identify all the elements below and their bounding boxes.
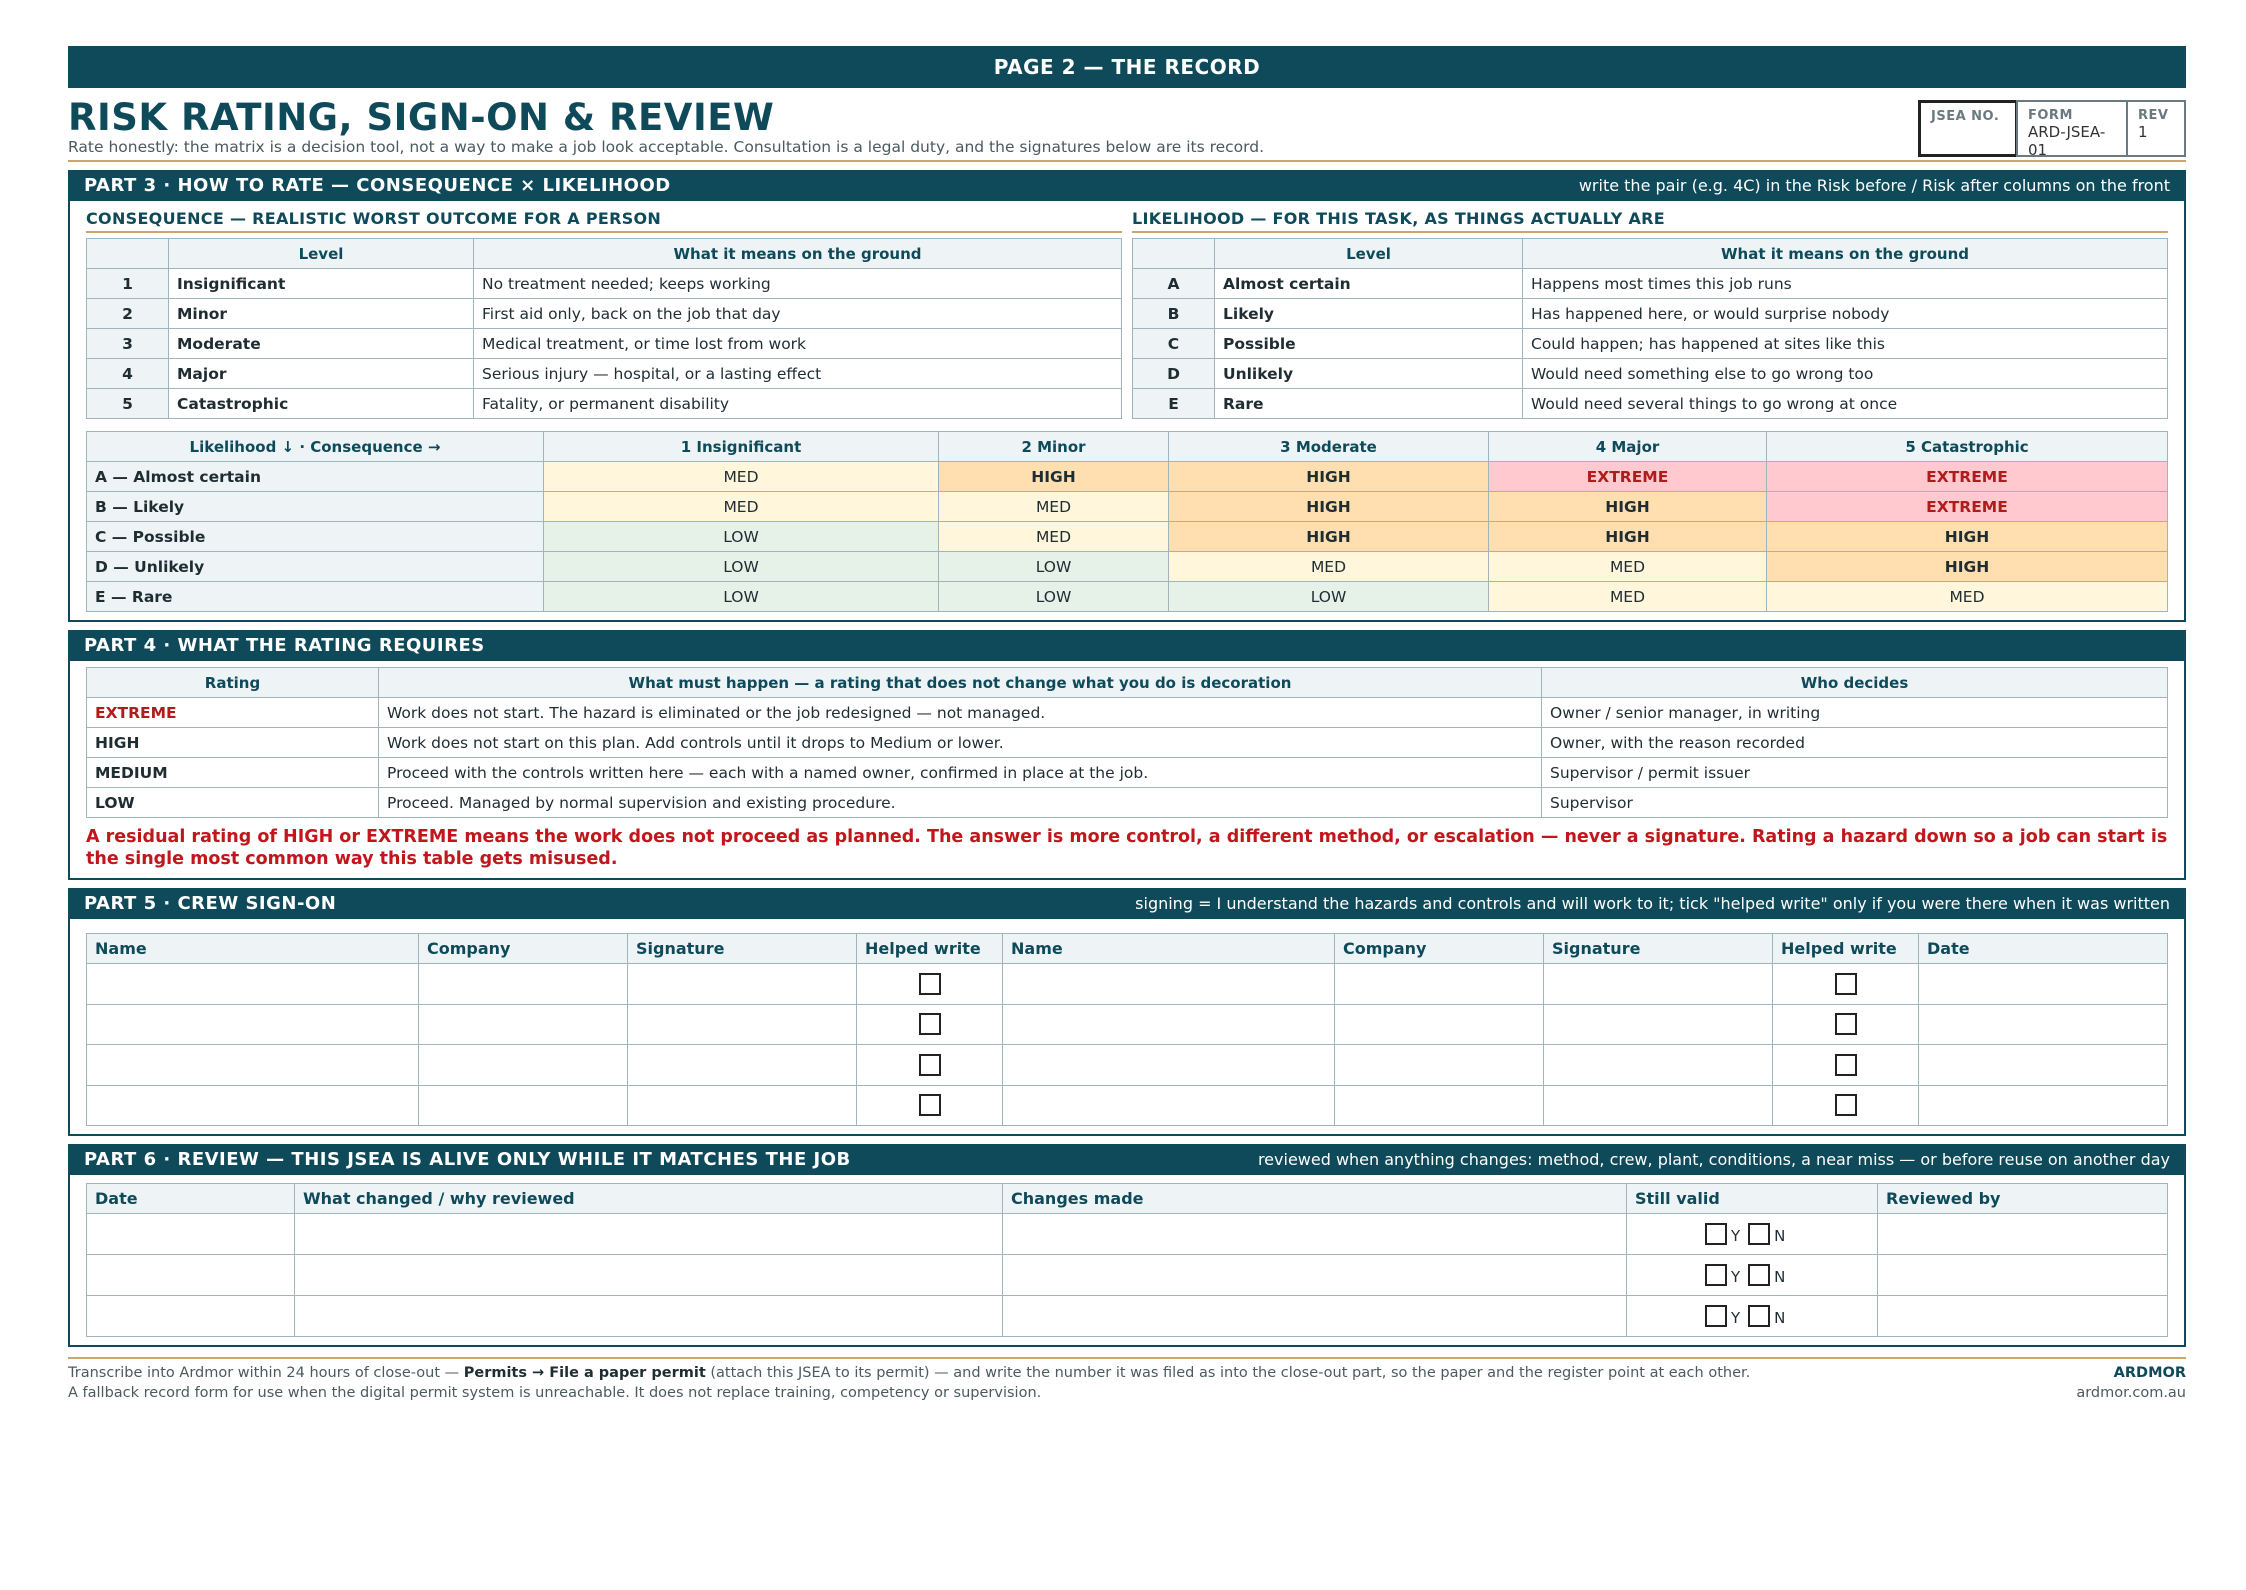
matrix-row [87,492,2168,522]
no-label: N [1774,1227,1786,1245]
matrix-cell: LOW [1169,582,1489,612]
signon-signature-field[interactable] [628,1004,857,1045]
review-date-field[interactable] [87,1296,295,1337]
likelihood-row [1133,359,2168,389]
yes-label: Y [1731,1268,1741,1286]
matrix-row [87,462,2168,492]
col-rating: Rating [87,668,379,698]
helped-write-cell [1773,964,1919,1005]
matrix-cell: HIGH [1489,492,1767,522]
likelihood-table [1132,238,2168,419]
likelihood-level-name: Unlikely [1215,359,1523,389]
signon-name-field[interactable] [87,1045,419,1086]
signon-row [87,1085,2168,1126]
consequence-col-level: Level [169,239,474,269]
likelihood-description: Has happened here, or would surprise nobody [1523,299,2168,329]
matrix-cell: LOW [544,552,939,582]
signon-col-header: Helped write [857,934,1003,964]
likelihood-col-code [1133,239,1215,269]
rating-action: Proceed with the controls written here — each with a named owner, confirmed in place at the job. [379,758,1542,788]
rating-who-decides: Supervisor [1542,788,2168,818]
still-valid-no-checkbox[interactable] [1748,1305,1770,1327]
rating-level: MEDIUM [87,758,379,788]
signon-signature-field[interactable] [1544,1004,1773,1045]
part6-title: PART 6 · REVIEW — THIS JSEA IS ALIVE ONLY WHILE IT MATCHES THE JOB [84,1149,851,1170]
review-row [87,1214,2168,1255]
footer-line2: A fallback record form for use when the digital permit system is unreachable. It does not replace training, competency or supervision. [68,1385,1042,1401]
likelihood-level-name: Almost certain [1215,269,1523,299]
likelihood-level-name: Rare [1215,389,1523,419]
matrix-col-header: 5 Catastrophic [1767,432,2168,462]
signon-col-header: Helped write [1773,934,1919,964]
signon-company-field[interactable] [419,964,628,1005]
rating-level: HIGH [87,728,379,758]
page [68,46,2186,1403]
matrix-cell: MED [1169,552,1489,582]
consequence-level-name: Major [169,359,474,389]
likelihood-panel [1132,207,2168,419]
likelihood-col-level: Level [1215,239,1523,269]
brand-name: ARDMOR [2113,1365,2186,1381]
no-label: N [1774,1268,1786,1286]
signon-col-header: Name [1003,934,1335,964]
rating-requirements-table [86,667,2168,818]
matrix-row [87,582,2168,612]
page-title: RISK RATING, SIGN-ON & REVIEW [68,96,775,139]
review-changes-made-field[interactable] [1003,1296,1627,1337]
signon-company-field[interactable] [1335,1085,1544,1126]
still-valid-yes-checkbox[interactable] [1705,1223,1727,1245]
likelihood-code: D [1133,359,1215,389]
likelihood-description: Could happen; has happened at sites like this [1523,329,2168,359]
matrix-cell: HIGH [939,462,1169,492]
permits-path: Permits → File a paper permit [463,1365,706,1381]
signon-company-field[interactable] [419,1045,628,1086]
matrix-cell: MED [544,462,939,492]
yes-label: Y [1731,1309,1741,1327]
matrix-cell: EXTREME [1767,462,2168,492]
rating-who-decides: Owner, with the reason recorded [1542,728,2168,758]
matrix-cell: HIGH [1489,522,1767,552]
consequence-code: 1 [87,269,169,299]
rev-value: 1 [2138,123,2148,141]
still-valid-cell [1627,1214,1878,1255]
consequence-description: Medical treatment, or time lost from work [474,329,1122,359]
likelihood-level-name: Possible [1215,329,1523,359]
part5-title: PART 5 · CREW SIGN-ON [84,893,337,914]
matrix-cell: MED [939,492,1169,522]
review-reviewed-by-field[interactable] [1878,1255,2168,1296]
still-valid-yes-checkbox[interactable] [1705,1305,1727,1327]
review-col-header: Changes made [1003,1184,1627,1214]
review-col-header: Still valid [1627,1184,1878,1214]
matrix-corner: Likelihood ↓ · Consequence → [87,432,544,462]
page-subtitle: Rate honestly: the matrix is a decision tool, not a way to make a job look acceptable. Consultation is a legal duty, and the signatures below are its record. [68,138,1265,156]
helped-write-checkbox[interactable] [1835,1054,1857,1076]
consequence-code: 4 [87,359,169,389]
signon-col-header: Date [1919,934,2168,964]
signon-name-field[interactable] [87,964,419,1005]
part6-section [68,1144,2186,1347]
helped-write-checkbox[interactable] [919,1054,941,1076]
form-code-box [2016,100,2128,157]
rating-who-decides: Owner / senior manager, in writing [1542,698,2168,728]
helped-write-checkbox[interactable] [1835,1013,1857,1035]
page-header: PAGE 2 — THE RECORD [993,55,1261,79]
still-valid-cell [1627,1255,1878,1296]
col-who-decides: Who decides [1542,668,2168,698]
matrix-row [87,522,2168,552]
helped-write-checkbox[interactable] [1835,973,1857,995]
part5-section [68,888,2186,1136]
signon-company-field[interactable] [419,1085,628,1126]
still-valid-no-checkbox[interactable] [1748,1223,1770,1245]
rating-who-decides: Supervisor / permit issuer [1542,758,2168,788]
signon-col-header: Company [419,934,628,964]
helped-write-cell [857,1045,1003,1086]
helped-write-cell [857,1085,1003,1126]
review-reviewed-by-field[interactable] [1878,1296,2168,1337]
yes-label: Y [1731,1227,1741,1245]
signon-name-field[interactable] [87,1085,419,1126]
likelihood-col-meaning: What it means on the ground [1523,239,2168,269]
consequence-row [87,299,1122,329]
likelihood-row [1133,269,2168,299]
consequence-code: 3 [87,329,169,359]
review-date-field[interactable] [87,1214,295,1255]
matrix-row-label: A — Almost certain [87,462,544,492]
review-changes-made-field[interactable] [1003,1214,1627,1255]
requirement-row [87,698,2168,728]
signon-name-field[interactable] [1003,1085,1335,1126]
signon-date-field[interactable] [1919,1045,2168,1086]
signon-name-field[interactable] [1003,1045,1335,1086]
matrix-cell: LOW [544,522,939,552]
matrix-col-header: 3 Moderate [1169,432,1489,462]
col-action: What must happen — a rating that does not change what you do is decoration [379,668,1542,698]
signon-date-field[interactable] [1919,964,2168,1005]
likelihood-level-name: Likely [1215,299,1523,329]
signon-signature-field[interactable] [1544,1045,1773,1086]
consequence-row [87,329,1122,359]
matrix-cell: MED [544,492,939,522]
rating-action: Work does not start. The hazard is eliminated or the job redesigned — not managed. [379,698,1542,728]
no-label: N [1774,1309,1786,1327]
signon-company-field[interactable] [1335,1004,1544,1045]
footer-line1: Transcribe into Ardmor within 24 hours of close-out — Permits → File a paper permit (attach this JSEA to its permit) — and write the number it was filed as into the close-out part, so the paper and the register point at each other. [68,1365,1751,1381]
matrix-row-label: C — Possible [87,522,544,552]
review-row [87,1255,2168,1296]
still-valid-yes-checkbox[interactable] [1705,1264,1727,1286]
likelihood-row [1133,389,2168,419]
form-id-box [1920,100,2186,157]
rating-action: Work does not start on this plan. Add controls until it drops to Medium or lower. [379,728,1542,758]
form-label: FORM [2028,108,2073,123]
signon-col-header: Signature [1544,934,1773,964]
matrix-cell: LOW [939,582,1169,612]
review-date-field[interactable] [87,1255,295,1296]
signon-row [87,1004,2168,1045]
part6-header [68,1144,2186,1175]
matrix-cell: HIGH [1169,492,1489,522]
likelihood-heading: LIKELIHOOD — FOR THIS TASK, AS THINGS ACTUALLY ARE [1132,207,2168,233]
part4-title: PART 4 · WHAT THE RATING REQUIRES [84,635,485,656]
part3-section [68,170,2186,622]
part4-section [68,630,2186,880]
matrix-row-label: B — Likely [87,492,544,522]
consequence-description: Fatality, or permanent disability [474,389,1122,419]
crew-signon-table [86,933,2168,1126]
likelihood-code: A [1133,269,1215,299]
likelihood-code: B [1133,299,1215,329]
brand-site: ardmor.com.au [2076,1385,2186,1401]
matrix-col-header: 4 Major [1489,432,1767,462]
part5-header [68,888,2186,919]
rating-level: LOW [87,788,379,818]
consequence-code: 2 [87,299,169,329]
jsea-number-box[interactable] [1918,100,2018,157]
review-col-header: Reviewed by [1878,1184,2168,1214]
signon-col-header: Company [1335,934,1544,964]
consequence-table [86,238,1122,419]
matrix-row [87,552,2168,582]
risk-matrix [86,431,2168,612]
signon-date-field[interactable] [1919,1004,2168,1045]
signon-signature-field[interactable] [628,1085,857,1126]
revision-box [2126,100,2186,157]
matrix-col-header: 2 Minor [939,432,1169,462]
signon-col-header: Name [87,934,419,964]
requirement-row [87,788,2168,818]
part4-header [68,630,2186,661]
signon-signature-field[interactable] [1544,964,1773,1005]
review-changes-made-field[interactable] [1003,1255,1627,1296]
consequence-level-name: Minor [169,299,474,329]
matrix-cell: HIGH [1767,522,2168,552]
part5-note: signing = I understand the hazards and controls and will work to it; tick "helped write" only if you were there when it was written [1135,894,2170,913]
rating-action: Proceed. Managed by normal supervision and existing procedure. [379,788,1542,818]
matrix-cell: LOW [939,552,1169,582]
jsea-number-label: JSEA NO. [1931,109,2000,124]
footer [68,1357,2186,1403]
matrix-cell: MED [939,522,1169,552]
footer-notes [68,1363,1750,1403]
matrix-cell: MED [1489,582,1767,612]
consequence-row [87,359,1122,389]
helped-write-cell [1773,1045,1919,1086]
matrix-cell: LOW [544,582,939,612]
matrix-col-header: 1 Insignificant [544,432,939,462]
helped-write-cell [857,1004,1003,1045]
likelihood-row [1133,299,2168,329]
matrix-cell: MED [1767,582,2168,612]
signon-name-field[interactable] [1003,964,1335,1005]
review-row [87,1296,2168,1337]
signon-col-header: Signature [628,934,857,964]
part6-note: reviewed when anything changes: method, crew, plant, conditions, a near miss — or before reuse on another day [1257,1150,2170,1169]
helped-write-cell [1773,1085,1919,1126]
review-table [86,1183,2168,1337]
review-col-header: What changed / why reviewed [295,1184,1003,1214]
signon-company-field[interactable] [419,1004,628,1045]
title-row [68,88,2186,162]
consequence-description: First aid only, back on the job that day [474,299,1122,329]
review-what-changed-field[interactable] [295,1255,1003,1296]
helped-write-cell [1773,1004,1919,1045]
rating-level: EXTREME [87,698,379,728]
part3-header [68,170,2186,201]
helped-write-checkbox[interactable] [1835,1094,1857,1116]
matrix-row-label: D — Unlikely [87,552,544,582]
consequence-panel [86,207,1122,419]
part3-note: write the pair (e.g. 4C) in the Risk before / Risk after columns on the front [1578,176,2170,195]
consequence-row [87,389,1122,419]
signon-signature-field[interactable] [628,1045,857,1086]
consequence-description: Serious injury — hospital, or a lasting effect [474,359,1122,389]
helped-write-checkbox[interactable] [919,1013,941,1035]
review-what-changed-field[interactable] [295,1296,1003,1337]
likelihood-code: C [1133,329,1215,359]
signon-company-field[interactable] [1335,1045,1544,1086]
helped-write-checkbox[interactable] [919,1094,941,1116]
matrix-cell: MED [1489,552,1767,582]
consequence-level-name: Insignificant [169,269,474,299]
matrix-cell: HIGH [1767,552,2168,582]
consequence-col-code [87,239,169,269]
helped-write-checkbox[interactable] [919,973,941,995]
consequence-description: No treatment needed; keeps working [474,269,1122,299]
signon-name-field[interactable] [1003,1004,1335,1045]
review-what-changed-field[interactable] [295,1214,1003,1255]
matrix-cell: HIGH [1169,462,1489,492]
footer-brand [2076,1363,2186,1403]
matrix-cell: HIGH [1169,522,1489,552]
matrix-cell: EXTREME [1767,492,2168,522]
likelihood-row [1133,329,2168,359]
still-valid-no-checkbox[interactable] [1748,1264,1770,1286]
signon-date-field[interactable] [1919,1085,2168,1126]
signon-signature-field[interactable] [1544,1085,1773,1126]
consequence-heading: CONSEQUENCE — REALISTIC WORST OUTCOME FOR A PERSON [86,207,1122,233]
signon-signature-field[interactable] [628,964,857,1005]
consequence-code: 5 [87,389,169,419]
consequence-row [87,269,1122,299]
helped-write-cell [857,964,1003,1005]
likelihood-description: Would need several things to go wrong at once [1523,389,2168,419]
signon-name-field[interactable] [87,1004,419,1045]
form-value: ARD-JSEA-01 [2028,123,2106,159]
likelihood-description: Happens most times this job runs [1523,269,2168,299]
signon-company-field[interactable] [1335,964,1544,1005]
page-header-bar [68,46,2186,88]
review-reviewed-by-field[interactable] [1878,1214,2168,1255]
part3-title: PART 3 · HOW TO RATE — CONSEQUENCE × LIKELIHOOD [84,175,671,196]
matrix-cell: EXTREME [1489,462,1767,492]
signon-row [87,964,2168,1005]
review-col-header: Date [87,1184,295,1214]
consequence-level-name: Catastrophic [169,389,474,419]
likelihood-code: E [1133,389,1215,419]
requirement-row [87,728,2168,758]
matrix-row-label: E — Rare [87,582,544,612]
consequence-level-name: Moderate [169,329,474,359]
likelihood-description: Would need something else to go wrong too [1523,359,2168,389]
rev-label: REV [2138,108,2169,123]
signon-row [87,1045,2168,1086]
still-valid-cell [1627,1296,1878,1337]
requirement-row [87,758,2168,788]
misuse-warning: A residual rating of HIGH or EXTREME means the work does not proceed as planned. The answer is more control, a different method, or escalation — never a signature. Rating a hazard down so a job can start is the single most common way this table gets misused. [86,827,2168,869]
consequence-col-meaning: What it means on the ground [474,239,1122,269]
